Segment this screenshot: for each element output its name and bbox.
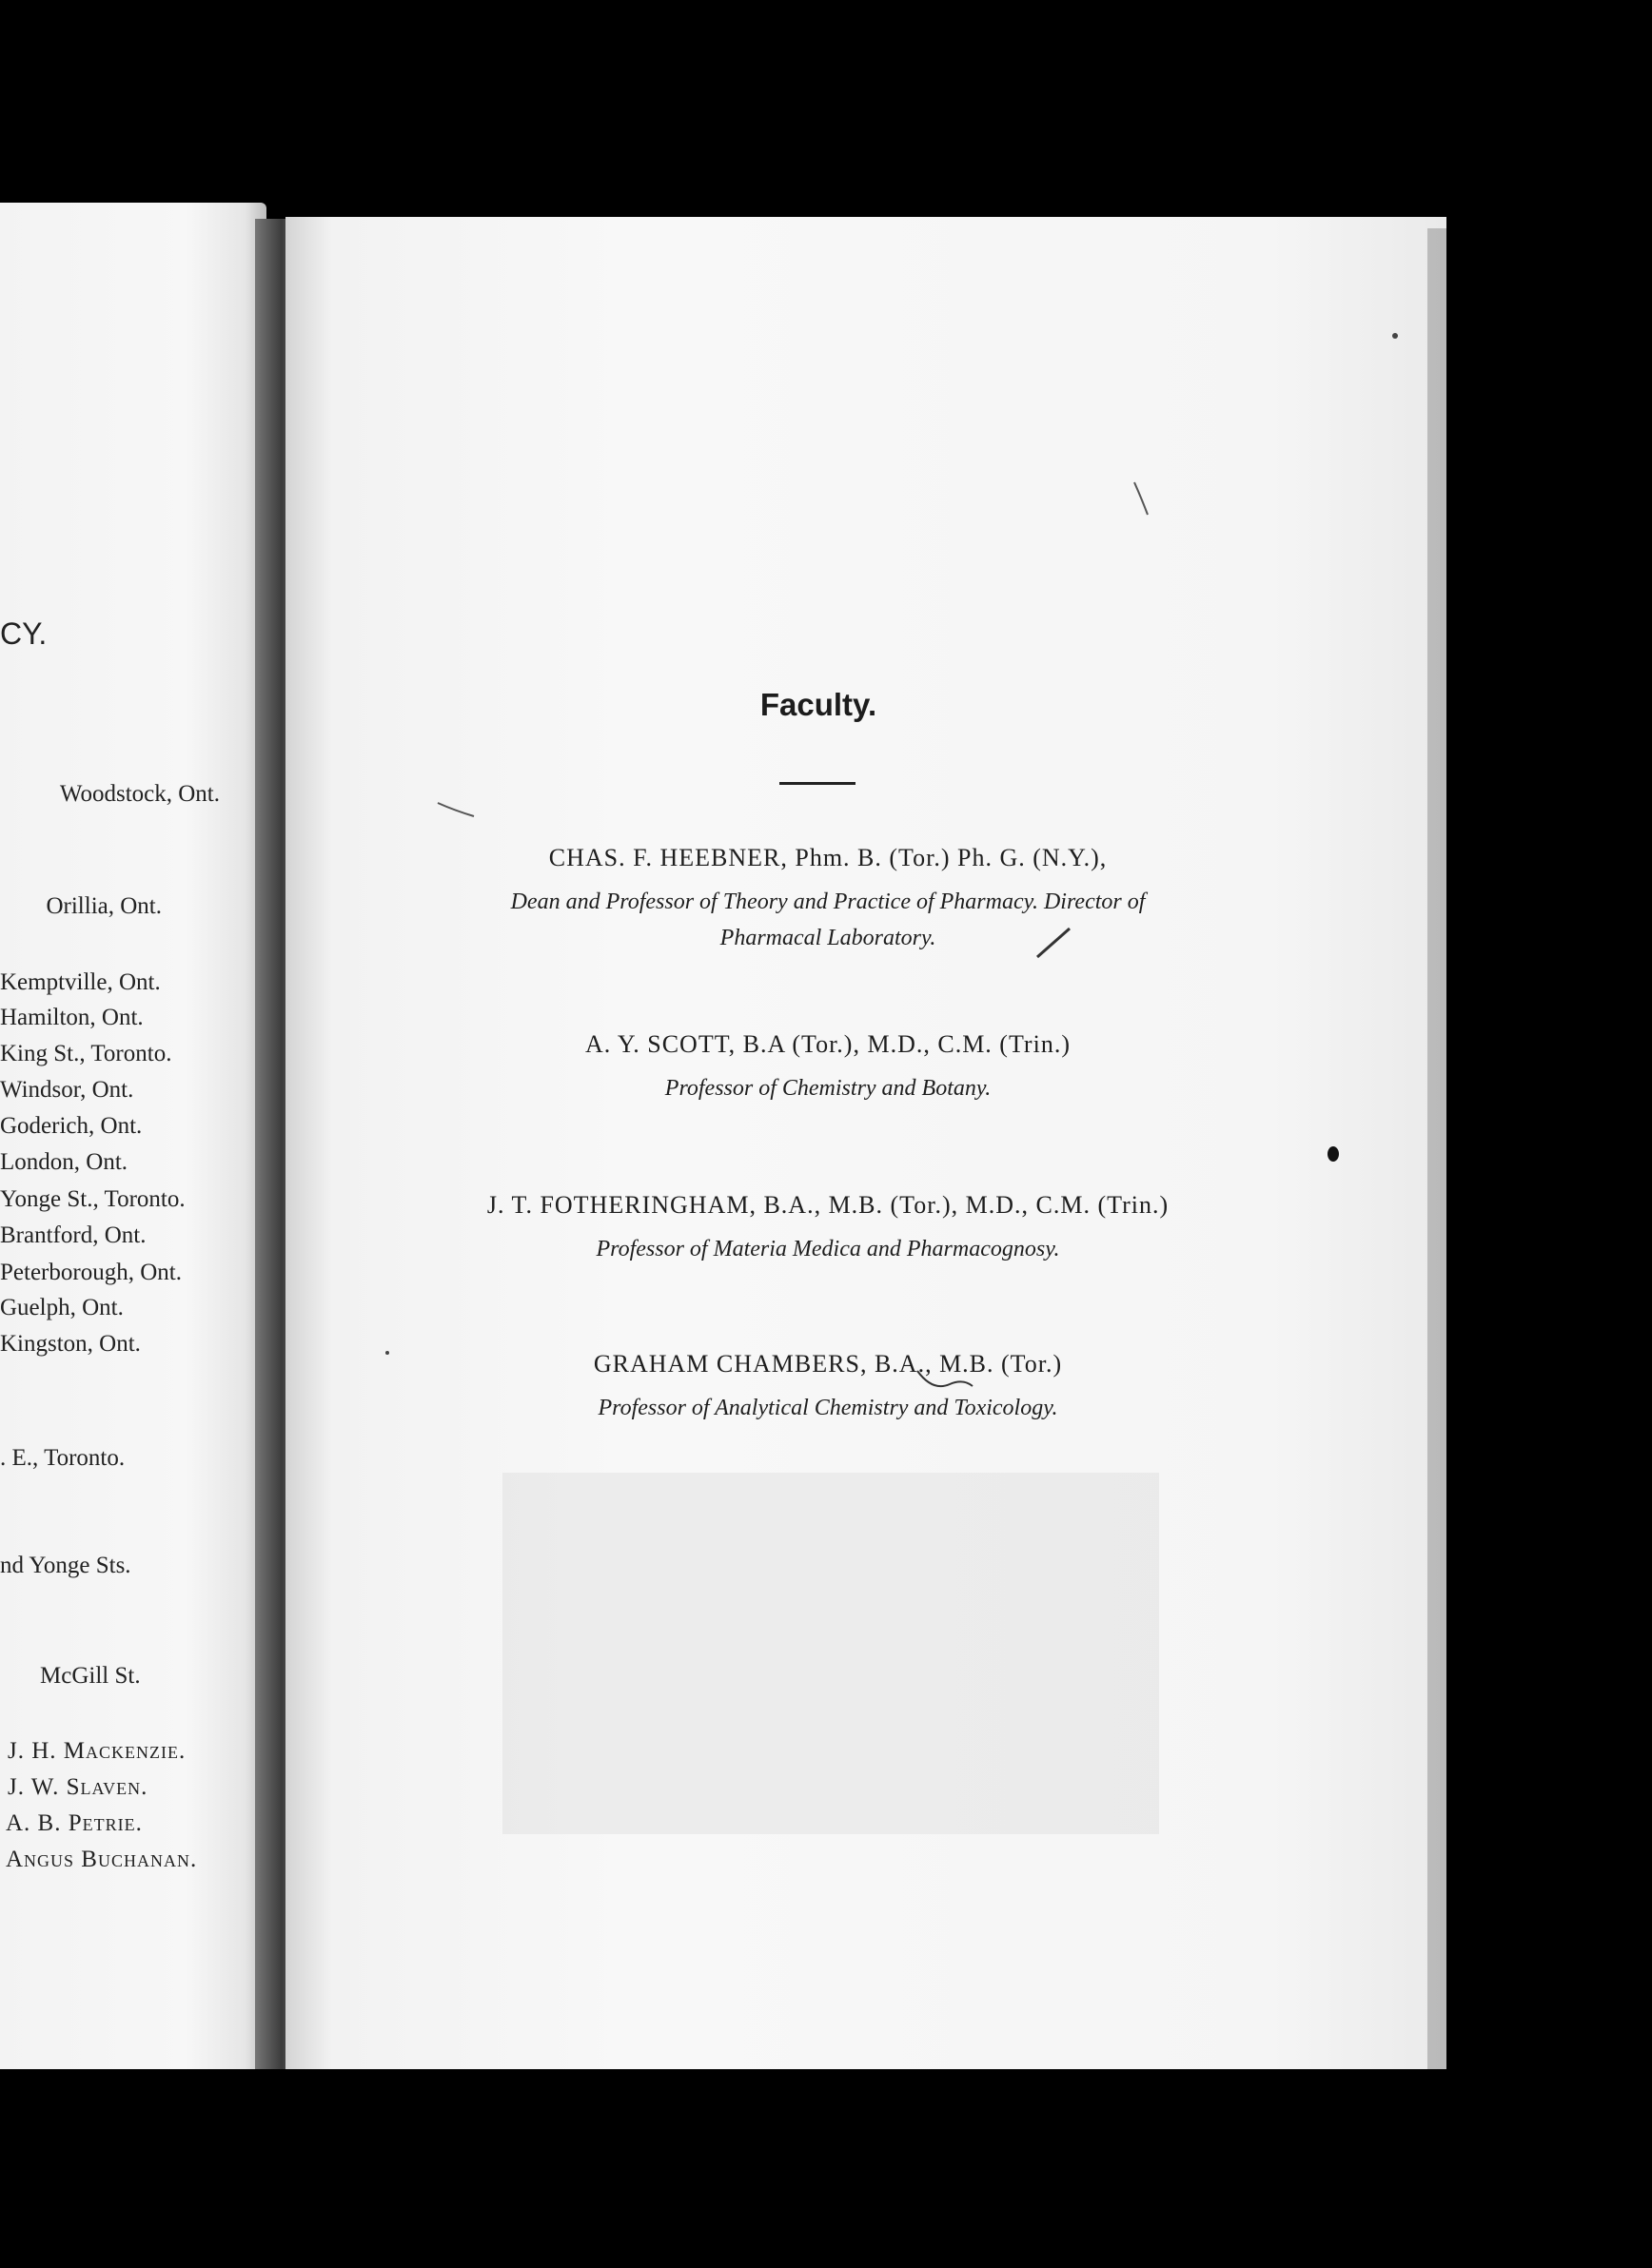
left-place-item: Goderich, Ont. [0, 1113, 143, 1139]
faculty-title [400, 884, 1256, 957]
left-place-item: . E., Toronto. [0, 1445, 126, 1471]
left-place-item: Guelph, Ont. [0, 1295, 124, 1320]
left-place-item: King St., Toronto. [0, 1041, 172, 1066]
faculty-name: CHAS. F. HEEBNER, Phm. B. (Tor.) Ph. G. (N.Y.), [548, 844, 1108, 871]
pencil-mark [436, 799, 476, 818]
page-edge-shadow [1427, 228, 1446, 2069]
left-place-item: nd Yonge Sts. [0, 1553, 131, 1578]
faculty-entry [400, 1031, 1256, 1106]
faculty-heading: Faculty. [759, 687, 877, 722]
left-place-item: Yonge St., Toronto. [0, 1186, 186, 1212]
ink-speck [1392, 333, 1398, 339]
left-place-item: Orillia, Ont. [46, 893, 162, 919]
left-name-item: J. H. Mackenzie. [8, 1738, 187, 1764]
faculty-title: Professor of Analytical Chemistry and Toxicology. [598, 1395, 1058, 1420]
left-place-item: Hamilton, Ont. [0, 1005, 144, 1030]
left-place-item: Brantford, Ont. [0, 1222, 147, 1248]
faculty-entry [400, 1351, 1256, 1426]
faculty-title-line: Dean and Professor of Theory and Practice of Pharmacy. Director of [510, 889, 1146, 914]
pencil-mark [1132, 480, 1151, 518]
faculty-name: A. Y. SCOTT, B.A (Tor.), M.D., C.M. (Trin.) [585, 1030, 1071, 1058]
faculty-name: J. T. FOTHERINGHAM, B.A., M.B. (Tor.), M.D., C.M. (Trin.) [486, 1191, 1170, 1219]
left-place-item: Woodstock, Ont. [59, 781, 220, 807]
left-place-item: McGill St. [40, 1663, 141, 1689]
faculty-name: GRAHAM CHAMBERS, B.A., M.B. (Tor.) [593, 1350, 1063, 1378]
left-place-item: Kingston, Ont. [0, 1331, 141, 1357]
pencil-mark [1035, 925, 1073, 959]
faculty-title: Professor of Materia Medica and Pharmacognosy. [596, 1236, 1060, 1261]
left-name-item: Angus Buchanan. [6, 1847, 198, 1872]
bleed-through-block [502, 1473, 1159, 1834]
faculty-entry [400, 845, 1256, 956]
faculty-title-line: Pharmacal Laboratory. [719, 925, 936, 950]
left-page-heading-fragment: CY. [0, 616, 48, 651]
left-place-item: Kemptville, Ont. [0, 969, 161, 995]
ink-speck [385, 1351, 389, 1355]
left-place-item: Windsor, Ont. [0, 1077, 134, 1103]
left-name-item: A. B. Petrie. [6, 1810, 143, 1836]
heading-rule [779, 782, 856, 785]
ink-speck [1328, 1146, 1339, 1162]
left-place-item: Peterborough, Ont. [0, 1260, 182, 1285]
faculty-entry [400, 1192, 1256, 1267]
pencil-mark [914, 1365, 980, 1394]
faculty-title: Professor of Chemistry and Botany. [664, 1075, 992, 1101]
left-name-item: J. W. Slaven. [8, 1774, 148, 1800]
left-place-item: London, Ont. [0, 1149, 128, 1175]
